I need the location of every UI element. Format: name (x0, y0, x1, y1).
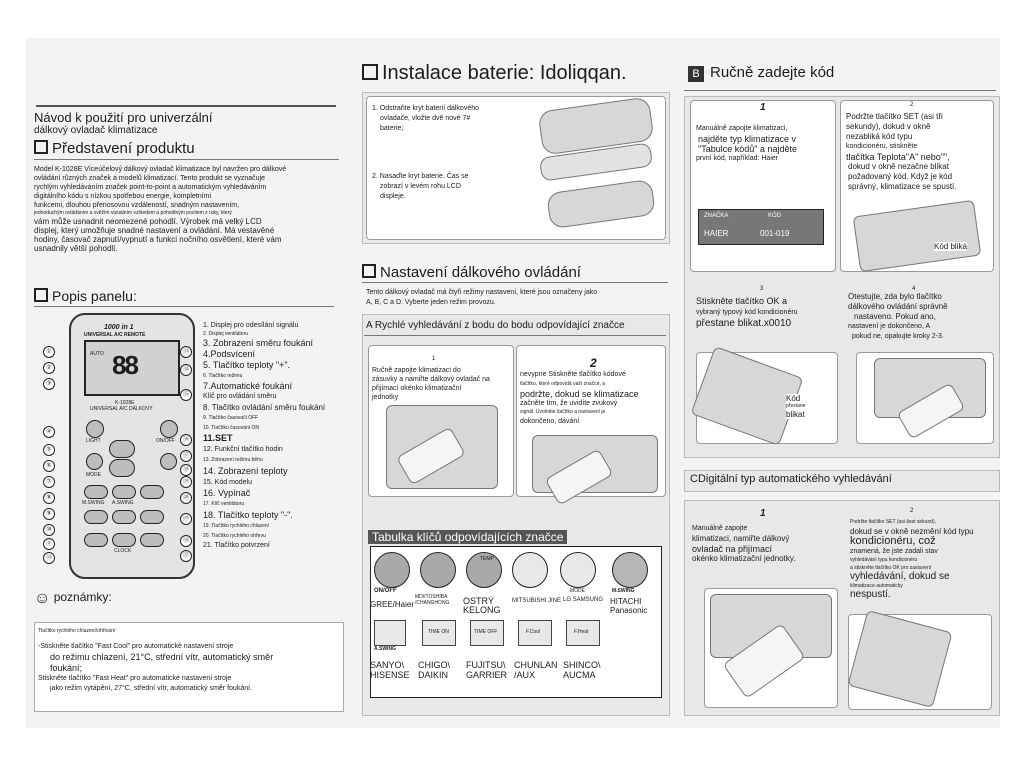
section-c-heading: CDigitální typ automatického vyhledávání (690, 473, 892, 485)
b-step4-number: 4 (912, 286, 916, 292)
clock-label: CLOCK (114, 548, 132, 554)
fast-heat-button[interactable] (140, 533, 164, 547)
battery-step-line: 1. Odstraňte kryt baterií dálkového (372, 105, 479, 112)
onoff-button[interactable] (160, 420, 178, 438)
code-table-cell: HAIER (704, 229, 729, 238)
note-line: -Stiskněte tlačítko "Fast Cool" pro automatické nastavení stroje (38, 643, 234, 650)
step-line: Podržte tlačítko SET (asi šest sekund), (850, 519, 937, 525)
notes-heading: ☺ poznámky: (34, 590, 112, 607)
setup-intro-line: A, B, C a D. Vyberte jeden režim provozu. (366, 299, 496, 306)
step-line: tlačítko, které odpovídá vaší značce, a (520, 381, 606, 387)
notes-list (38, 641, 338, 694)
panel-list-item: 3. Zobrazení směru foukání (203, 338, 314, 348)
c-step2-number: 2 (910, 508, 914, 514)
setup-heading: Nastavení dálkového ovládání (362, 264, 581, 281)
callout-marker: ⑲ (180, 513, 192, 525)
step-line: kondicionéru, stiskněte (846, 143, 918, 150)
panel-list-item: 19. Tlačítko rychlého chlazení (203, 523, 270, 529)
key-brand: HITACHI Panasonic (610, 597, 648, 615)
intro-heading: Představení produktu (34, 140, 195, 157)
step1-number: 1 (432, 356, 436, 362)
key-brand: MITSUBISHI JINE (512, 598, 562, 604)
step-line: pokud ne, opakujte kroky 2-3. (852, 333, 944, 340)
panel-list-item: 11.SET (203, 433, 233, 443)
fast-cool-button[interactable] (84, 533, 108, 547)
panel-list-item: Klíč pro ovládání směru (203, 393, 277, 400)
step-line: dokud v okně nezačne blikat (848, 162, 949, 171)
b-step4-text (848, 292, 948, 342)
note-line: Stiskněte tlačítko "Fast Heat" pro automatické nastavení stroje (38, 675, 232, 682)
callout-marker: ⑩ (43, 524, 55, 536)
step-line: přijímací okénko klimatizační (372, 385, 462, 392)
setup-intro (366, 288, 597, 308)
key-brand: OSTRÝ KELONG (463, 596, 501, 615)
step-line: Otestujte, zda bylo tlačítko (848, 292, 942, 301)
panel-list-item: 18. Tlačítko teploty "-". (203, 510, 293, 520)
step-line: podržte, dokud se klimatizace (520, 389, 639, 399)
header-rule (36, 105, 336, 107)
callout-marker: ⑪ (43, 538, 55, 550)
mode-a-heading: A Rychlé vyhledávání z bodu do bodu odpovídající značce (366, 320, 625, 331)
b-step2-number: 2 (910, 102, 914, 108)
step-line: a stiskněte tlačítko OK pro zastavení (850, 565, 932, 571)
step-line: Ručně zapojte klimatizaci do (372, 367, 461, 374)
panel-list-item: 2. Displej ventilátoru (203, 331, 249, 337)
intro-line: hodiny, časovač zapnutí/vypnutí a funkci nočního osvětlení, které vám (34, 235, 282, 244)
panel-list-item: 12. Funkční tlačítko hodin (203, 446, 283, 453)
lcd-auto: AUTO (90, 351, 104, 357)
ok-button[interactable] (140, 485, 164, 499)
key-label: F.Cool (526, 629, 541, 635)
step-line: začněte tím, že uvidíte zvukový (520, 400, 618, 407)
onoff-key[interactable] (374, 552, 410, 588)
step-line: dálkového ovládání správně (848, 302, 948, 311)
key-label: TIME ON (428, 629, 449, 635)
step-line: správný, klimatizace se spustí. (848, 182, 957, 191)
key-label: M.SWING (612, 588, 635, 594)
b-step1-number: 1 (760, 102, 766, 113)
note-line: jako režim vytápění, 27°C, střední vítr, automatický směr foukání. (50, 685, 252, 692)
key-brand: SANYO\ HISENSE (370, 660, 410, 680)
mswing-label: M.SWING (82, 500, 105, 506)
panel-list-item: 10. Tlačítko časování ON (203, 425, 260, 431)
intro-line: jednoduchým ovládáním a svěžím vizuálním vzhledem a pohodlným pocitem z ruky, který (34, 210, 232, 216)
step-line: kondicionéru, což (850, 535, 936, 547)
c-step1-text (692, 524, 795, 564)
callout-marker: ⑮ (180, 389, 192, 401)
key-label: MODE (570, 588, 585, 594)
fan-key[interactable] (512, 552, 548, 588)
code-table-header: ZNAČKA (704, 213, 729, 219)
callout-marker: ⑤ (43, 444, 55, 456)
key-brand: SHINCO\ AUCMA (563, 660, 601, 680)
timer-button[interactable] (140, 510, 164, 524)
key-label: A.SWING (374, 646, 396, 652)
step-line: "Tabulce kódů" a najděte (698, 144, 797, 154)
callout-marker: ① (43, 346, 55, 358)
intro-text (34, 165, 344, 253)
step-line: zásuvky a namiřte dálkový ovladač na (372, 376, 490, 383)
key-brand: CHUNLAN /AUX (514, 660, 558, 680)
panel-heading: Popis panelu: (34, 288, 137, 304)
section-b-badge: B (688, 66, 704, 82)
remote-model: K-1028E (115, 400, 135, 406)
mode-key[interactable] (560, 552, 596, 588)
mode-label: MODE (86, 472, 101, 478)
mswing-key[interactable] (612, 552, 648, 588)
panel-list-item: 5. Tlačítko teploty "+". (203, 360, 291, 370)
set-button[interactable] (160, 453, 177, 470)
stop-blink-line: Kód (786, 394, 801, 403)
panel-list-item: 15. Kód modelu (203, 479, 253, 486)
step-line: první kód, například: Haier (696, 155, 779, 162)
panel-list (203, 320, 343, 551)
step-line: klimatizace automaticky (850, 583, 903, 589)
step-line: vyhledávání, dokud se (850, 571, 950, 582)
step-line: nespustí. (850, 589, 891, 600)
note-line: foukání; (50, 663, 83, 673)
step-line: nastaveno. Pokud ano, (854, 312, 936, 321)
fan-speed-button[interactable] (112, 485, 136, 499)
step-line: Manuálně zapojte klimatizaci, (696, 125, 788, 132)
code-blink-label: Kód bliká (934, 242, 967, 251)
section-icon (362, 264, 376, 278)
step-line: přestane blikat.x0010 (696, 318, 792, 329)
step2-number: 2 (590, 356, 597, 370)
panel-rule (34, 306, 334, 307)
key-brand: CHIGO\ DAIKIN (418, 660, 451, 680)
remote-brand: 1000 in 1 (104, 324, 134, 331)
notes-label: Tlačítko rychlého chlazení/ohřívání (38, 628, 116, 634)
section-icon (34, 140, 48, 154)
manual-title: Návod k použití pro univerzální (34, 110, 213, 125)
callout-marker: ⑱ (180, 464, 192, 476)
battery-heading: Instalace baterie: Idoliqqan. (362, 62, 627, 85)
code-table-header: KÓD (768, 213, 782, 219)
section-b-heading: Ručně zadejte kód (710, 64, 835, 81)
callout-marker: ⑭ (180, 364, 192, 376)
setup-intro-line: Tento dálkový ovladač má čtyři režimy nastavení, které jsou označeny jako (366, 289, 598, 296)
mode-a-rule (364, 335, 666, 336)
callout-marker: ⑰ (180, 450, 192, 462)
callout-marker: ⑥ (43, 460, 55, 472)
key-label: TEMP (480, 556, 494, 562)
step-line: znamená, že jste zadali stav (850, 548, 938, 555)
battery-step-line: zobrazí v levém rohu LCD (380, 183, 461, 190)
step-line: tlačítka Teplota"A" nebo"", (846, 152, 950, 162)
intro-line: displej, který umožňuje snadné nastavení a ovládání. Má vestavěné (34, 226, 275, 235)
callout-marker: ② (43, 362, 55, 374)
intro-line: funkcemi, dlouhou přenosovou vzdáleností, snadným nastavením, (34, 202, 240, 209)
section-b-rule (684, 90, 996, 91)
smiley-icon: ☺ (34, 590, 51, 607)
code-table-cell: 001-019 (760, 229, 790, 238)
key-label: F.Heat (574, 629, 589, 635)
lcd-digits: 88 (112, 350, 137, 380)
panel-list-item: 21. Tlačítko potvrzení (203, 542, 270, 549)
panel-list-item: 14. Zobrazení teploty (203, 466, 288, 476)
step-line: nezabliká kód typu (846, 132, 913, 141)
panel-list-item: 8. Tlačítko ovládání směru foukání (203, 403, 326, 412)
b-step2-text (846, 112, 956, 192)
step-line: nevypne Stiskněte tlačítko kódové (520, 371, 626, 378)
step-line: dokončeno, dávání (520, 418, 580, 425)
battery-step-line: ovladače, vložte dvě nové 7# (380, 115, 471, 122)
panel-list-item: 1. Displej pro odesílání signálu (203, 322, 299, 329)
step2-text (520, 370, 639, 426)
intro-line: digitálního kódu s nízkou spotřebou energie, kompletními (34, 193, 212, 200)
temp-down-button[interactable] (109, 459, 135, 477)
c-step2-text (850, 518, 974, 600)
callout-marker: ⑨ (43, 508, 55, 520)
setup-rule (362, 282, 668, 283)
callout-marker: ④ (43, 426, 55, 438)
key-brand: LG SAMSUNG (563, 597, 604, 603)
callout-marker: ⑧ (43, 492, 55, 504)
step-line: Manuálně zapojte (692, 525, 748, 532)
panel-list-item: 6. Tlačítko režimu (203, 373, 243, 379)
b-step3-text (696, 296, 798, 329)
battery-step-line: displeje. (380, 193, 406, 200)
note-line: do režimu chlazení, 21°C, střední vítr, automatický směr (50, 652, 274, 662)
fan-button[interactable] (86, 453, 103, 470)
panel-list-item: 17. Klíč ventilátoru (203, 501, 245, 507)
step-line: vyhledávání typu kondicionéru (850, 557, 918, 563)
callout-marker: ⑰ (180, 550, 192, 562)
callout-marker: ③ (43, 378, 55, 390)
panel-list-item: 7.Automatické foukání (203, 381, 293, 391)
intro-line: rychlým vyhledáváním značek point-to-point a automatickým vyhledáváním (34, 184, 267, 191)
panel-list-item: 9. Tlačítko časovači OFF (203, 415, 259, 421)
panel-list-item: 16. Vypínač (203, 488, 251, 498)
callout-marker: ⑲ (180, 476, 192, 488)
key-brand: FUJITSU\ GARRIER (466, 660, 508, 680)
step-line: vybraný typový kód kondicionéru (696, 309, 798, 316)
key-brand: GREE/Haier (370, 600, 415, 609)
intro-line: Model K-1028E Víceúčelový dálkový ovladač klimatizace byl navržen pro dálkové (34, 166, 287, 173)
light-label: LIGHT (86, 438, 101, 444)
step-line: dokud se v okně nezmění kód typu (850, 527, 974, 536)
key-brand: MDI/TOSHIBA /CHANGHONG (415, 594, 450, 606)
battery-steps-2 (372, 172, 469, 202)
panel-list-item: 20. Tlačítko rychlého ohřevu (203, 533, 266, 539)
step-line: Stiskněte tlačítko OK a (696, 296, 788, 306)
intro-line: usnadnily větší pohodlí. (34, 244, 118, 253)
section-icon (362, 64, 378, 80)
mswing-button[interactable] (84, 510, 108, 524)
intro-rule (34, 159, 339, 160)
stop-blink-line: blikat (786, 410, 805, 419)
section-icon (34, 288, 48, 302)
mode-button[interactable] (84, 485, 108, 499)
step1-text (372, 366, 490, 402)
b-step1-text (696, 124, 797, 164)
step-line: klimatizaci, namiřte dálkový (692, 534, 790, 543)
step-line: požadovaný kód. Když je kód (848, 172, 953, 181)
battery-step-line: baterie; (380, 125, 404, 132)
aswing-button[interactable] (112, 510, 136, 524)
stop-blink-label (786, 394, 805, 419)
callout-marker: ⑱ (180, 535, 192, 547)
aswing-key[interactable] (374, 620, 406, 646)
b-step3-number: 3 (760, 286, 764, 292)
aswing-label: A.SWING (112, 500, 134, 506)
key-label: ON/OFF (374, 588, 397, 594)
step-line: Podržte tlačítko SET (asi tři (846, 112, 943, 121)
onoff-label: ON/OFF (156, 438, 175, 444)
remote-model-sub: UNIVERSAL A/C DÁLKOVÝ (90, 406, 153, 412)
c-step1-number: 1 (760, 508, 766, 519)
step-line: okénko klimatizační jednotky. (692, 554, 796, 563)
callout-marker: ⑳ (180, 492, 192, 504)
callout-marker: ⑫ (43, 552, 55, 564)
light-button[interactable] (86, 420, 104, 438)
intro-line: ovládání různých značek a modelů klimatizací. Tento produkt se vyznačuje (34, 175, 265, 182)
step-line: nastavení je dokončeno, A (848, 323, 931, 330)
step-line: najděte typ klimatizace v (698, 134, 797, 144)
step-line: sekundy), dokud v okně (846, 122, 931, 131)
battery-step-line: 2. Nasaďte kryt baterie. Čas se (372, 173, 469, 180)
callout-marker: ⑬ (180, 346, 192, 358)
step-line: ovladač na přijímací (692, 544, 773, 554)
battery-steps (372, 104, 479, 134)
clock-button[interactable] (112, 533, 136, 547)
panel-list-item: 13. Zobrazení režimu běhu (203, 457, 263, 463)
stop-blink-line: přestane (786, 403, 806, 409)
remote-brand-sub: UNIVERSAL A/C REMOTE (84, 332, 146, 338)
callout-marker: ⑦ (43, 476, 55, 488)
panel-list-item: 4.Podsvícení (203, 349, 256, 359)
key-label: TIME OFF (474, 629, 498, 635)
step-line: signál. Uvolněte tlačítko a nastavení je (520, 409, 606, 415)
intro-line: vám může usnadnit neomezené pohodlí. Výrobek má velký LCD (34, 217, 262, 226)
callout-marker: ⑯ (180, 434, 192, 446)
temp-up-button[interactable] (109, 440, 135, 458)
manual-subtitle: dálkový ovladač klimatizace (34, 125, 158, 136)
step-line: jednotky (372, 394, 399, 401)
brand-table-heading: Tabulka klíčů odpovídajících značce (368, 530, 567, 544)
temp-up-key[interactable] (420, 552, 456, 588)
